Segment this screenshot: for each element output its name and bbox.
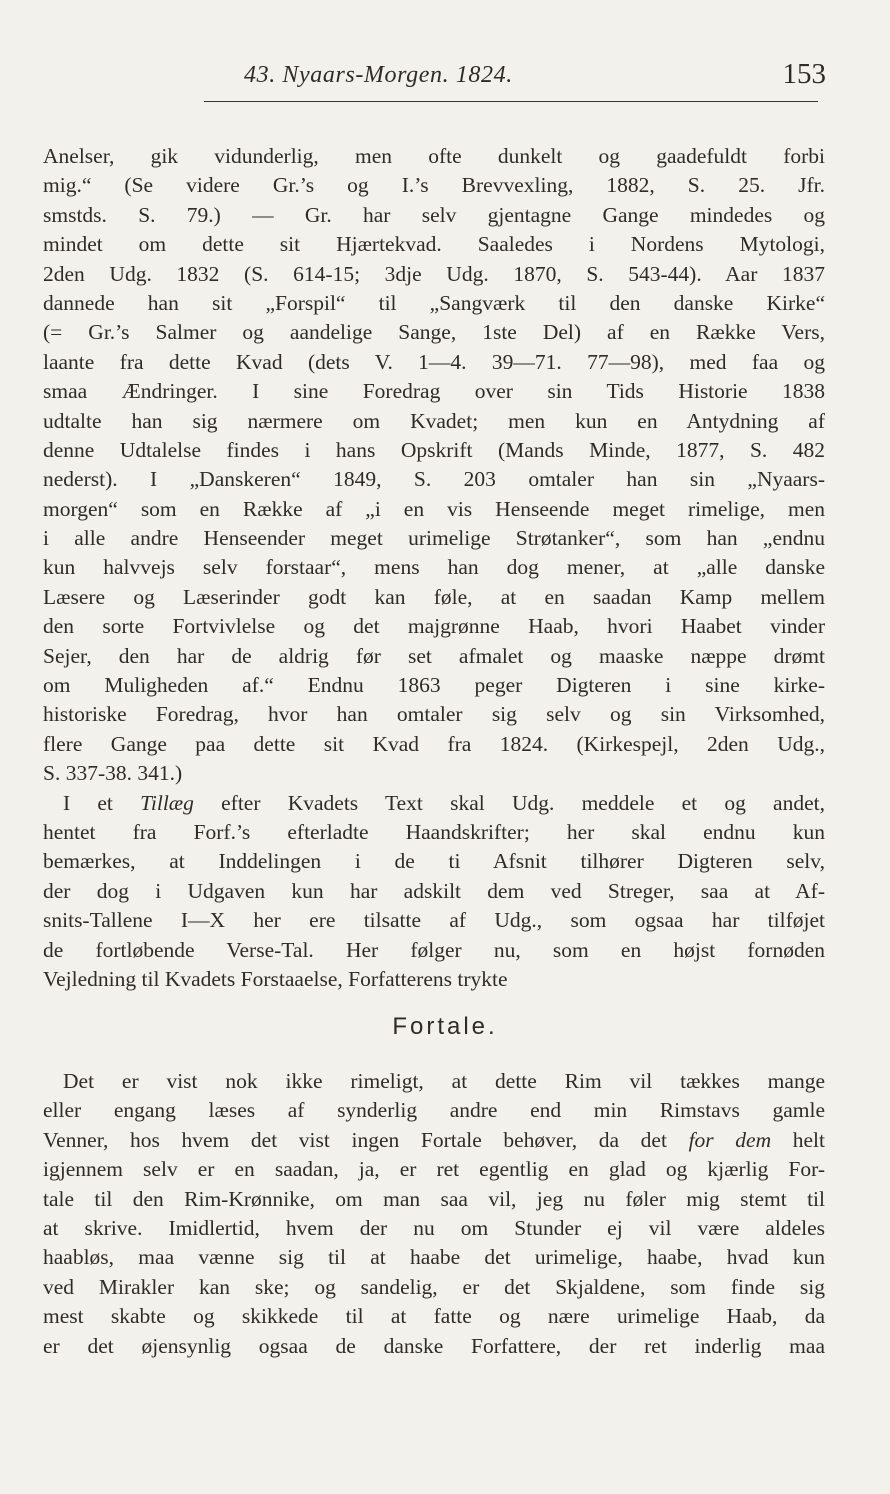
text-line: smaa Ændringer. I sine Foredrag over sin Tids Historie 1838 [43, 379, 825, 404]
text-line: mig.“ (Se videre Gr.’s og I.’s Brevvexling, 1882, S. 25. Jfr. [43, 173, 825, 198]
text-line: dannede han sit „Forspil“ til „Sangværk til den danske Kirke“ [43, 290, 825, 315]
text-line: historiske Foredrag, hvor han omtaler sig selv og sin Virksomhed, [43, 702, 825, 727]
text-line: Sejer, den har de aldrig før set afmalet og maaske næppe drømt [43, 643, 825, 668]
text-line: mindet om dette sit Hjærtekvad. Saaledes i Nordens Mytologi, [43, 232, 825, 257]
preface-text [43, 1067, 825, 1361]
text-line: Anelser, gik vidunderlig, men ofte dunkelt og gaadefuldt forbi [43, 144, 825, 168]
preface-line-3 [43, 1126, 825, 1155]
text-line: kun halvvejs selv forstaar“, mens han dog mener, at „alle danske [43, 555, 825, 580]
text-line: 2den Udg. 1832 (S. 614-15; 3dje Udg. 1870, S. 543-44). Aar 1837 [43, 261, 825, 286]
text-line: haabløs, maa vænne sig til at haabe det urimelige, haabe, hvad kun [43, 1245, 825, 1270]
text-line: flere Gange paa dette sit Kvad fra 1824. (Kirkespejl, 2den Udg., [43, 731, 825, 756]
text-line: ved Mirakler kan ske; og sandelig, er det Skjaldene, som finde sig [43, 1274, 825, 1299]
text-line: bemærkes, at Inddelingen i de ti Afsnit tilhører Digteren selv, [43, 849, 825, 874]
supplement-italic: Tillæg [140, 790, 194, 815]
text-line: hentet fra Forf.’s efterladte Haandskrifter; her skal endnu kun [43, 819, 825, 844]
text-line: (= Gr.’s Salmer og aandelige Sange, 1ste Del) af en Række Vers, [43, 320, 825, 345]
text-line: nederst). I „Danskeren“ 1849, S. 203 omtaler han sin „Nyaars- [43, 467, 825, 492]
text-line: de fortløbende Verse-Tal. Her følger nu, som en højst fornøden [43, 937, 825, 962]
text-line: smstds. S. 79.) — Gr. har selv gjentagne Gange mindedes og [43, 202, 825, 227]
text-line: morgen“ som en Række af „i en vis Henseende meget rimelige, men [43, 496, 825, 521]
section-heading: Fortale. [392, 1013, 498, 1040]
text-line: Læsere og Læserinder godt kan føle, at en saadan Kamp mellem [43, 584, 825, 609]
text-line: igjennem selv er en saadan, ja, er ret egentlig en glad og kjærlig For- [43, 1157, 825, 1182]
running-head [44, 60, 826, 104]
text-line: snits-Tallene I—X her ere tilsatte af Udg., som ogsaa har tilføjet [43, 908, 825, 933]
text-line: denne Udtalelse findes i hans Opskrift (Mands Minde, 1877, S. 482 [43, 437, 825, 462]
page-number: 153 [782, 58, 826, 90]
text-line: er det øjensynlig ogsaa de danske Forfattere, der ret inderlig maa [43, 1333, 825, 1358]
text-line: eller engang læses af synderlig andre end min Rimstavs gamle [43, 1098, 825, 1123]
supplement-line [43, 789, 825, 818]
text-line: den sorte Fortvivlelse og det majgrønne Haab, hvori Haabet vinder [43, 614, 825, 639]
text-line: udtalte han sig nærmere om Kvadet; men kun en Antydning af [43, 408, 825, 433]
text-line: at skrive. Imidlertid, hvem der nu om Stunder ej vil være aldeles [43, 1215, 825, 1240]
supplement-text-post: efter Kvadets Text skal Udg. meddele et og andet, [193, 790, 825, 815]
text-line: der dog i Udgaven kun har adskilt dem ved Streger, saa at Af- [43, 878, 825, 903]
preface-line-3-post: helt [771, 1127, 825, 1152]
preface-line-3-pre: Venner, hos hvem det vist ingen Fortale behøver, da det [43, 1127, 689, 1152]
text-line: laante fra dette Kvad (dets V. 1—4. 39—71. 77—98), med faa og [43, 349, 825, 374]
running-title: 43. Nyaars-Morgen. 1824. [244, 62, 513, 88]
commentary-text [43, 142, 825, 994]
text-line: Det er vist nok ikke rimeligt, at dette Rim vil tækkes mange [63, 1069, 825, 1093]
text-line: tale til den Rim-Krønnike, om man saa vil, jeg nu føler mig stemt til [43, 1186, 825, 1211]
header-rule [204, 101, 818, 102]
supplement-text-pre: I et [63, 790, 141, 815]
text-line: Vejledning til Kvadets Forstaaelse, Forfatterens trykte [43, 966, 508, 991]
text-line: S. 337-38. 341.) [43, 761, 183, 786]
text-line: om Muligheden af.“ Endnu 1863 peger Digteren i sine kirke- [43, 673, 825, 698]
text-line: i alle andre Henseender meget urimelige Strøtanker“, som han „endnu [43, 526, 825, 551]
preface-line-3-italic: for dem [688, 1127, 772, 1152]
text-line: mest skabte og skikkede til at fatte og nære urimelige Haab, da [43, 1304, 825, 1329]
